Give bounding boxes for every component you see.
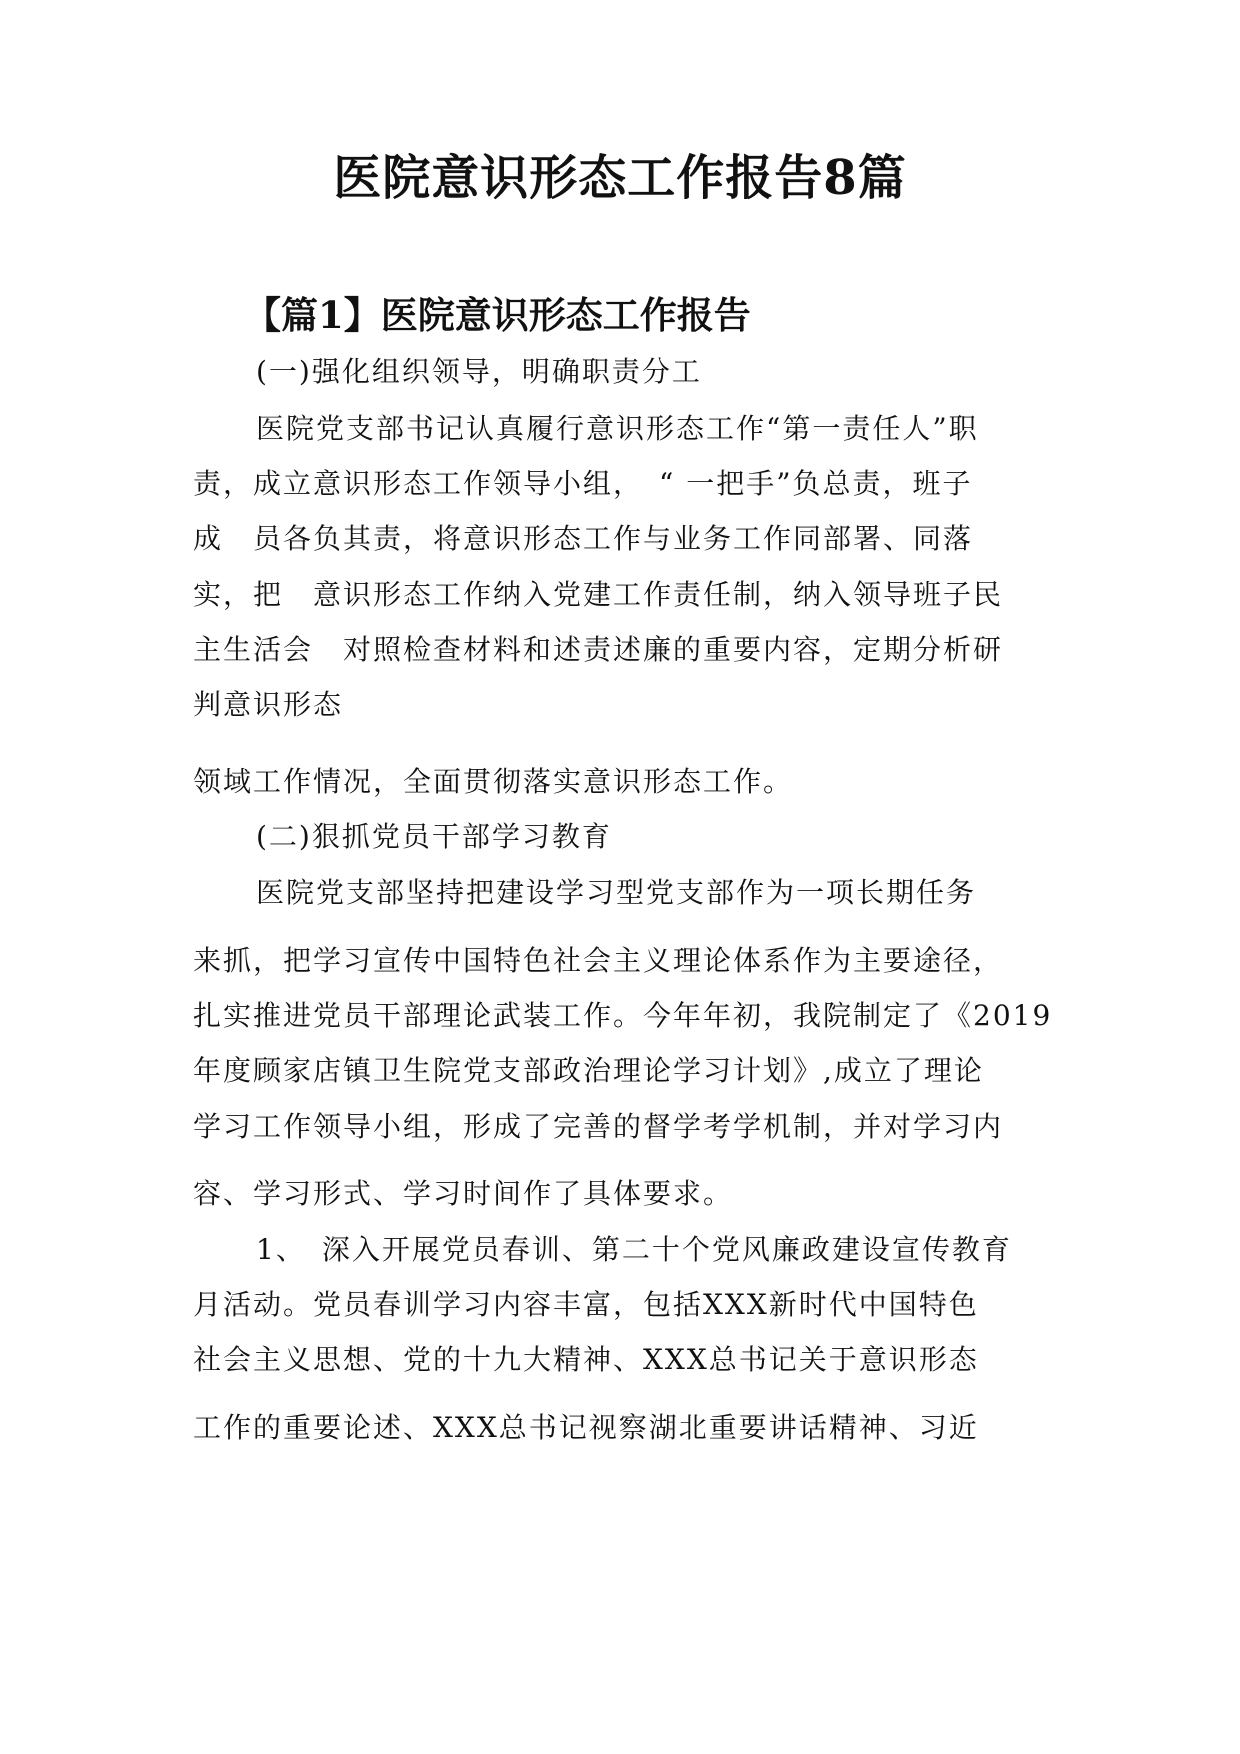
subheading-2: (二)狠抓党员干部学习教育 <box>256 820 612 853</box>
paragraph-line: 医院党支部书记认真履行意识形态工作“第一责任人”职 <box>256 412 979 445</box>
paragraph-line: 学习工作领导小组，形成了完善的督学考学机制，并对学习内 <box>193 1110 1004 1143</box>
paragraph-line: 工作的重要论述、XXX总书记视察湖北重要讲话精神、习近 <box>193 1411 979 1444</box>
paragraph-line: 社会主义思想、党的十九大精神、XXX总书记关于意识形态 <box>193 1343 979 1376</box>
paragraph-line: 来抓，把学习宣传中国特色社会主义理论体系作为主要途径， <box>193 944 1004 977</box>
subheading-1: (一)强化组织领导，明确职责分工 <box>256 355 702 388</box>
section-title: 【篇1】医院意识形态工作报告 <box>244 293 751 337</box>
paragraph-line: 责，成立意识形态工作领导小组， “ 一把手”负总责，班子 <box>193 467 973 500</box>
document-title: 医院意识形态工作报告8篇 <box>333 150 907 206</box>
paragraph-line: 扎实推进党员干部理论武装工作。今年年初，我院制定了《2019 <box>193 999 1053 1032</box>
paragraph-line: 领域工作情况，全面贯彻落实意识形态工作。 <box>193 765 794 798</box>
paragraph-line: 成 员各负其责，将意识形态工作与业务工作同部署、同落 <box>193 522 974 555</box>
paragraph-line: 容、学习形式、学习时间作了具体要求。 <box>193 1177 734 1210</box>
numbered-paragraph-line: 1、 深入开展党员春训、第二十个党风廉政建设宣传教育 <box>256 1233 1012 1266</box>
paragraph-line: 年度顾家店镇卫生院党支部政治理论学习计划》,成立了理论 <box>193 1054 984 1087</box>
paragraph-line: 主生活会 对照检查材料和述责述廉的重要内容，定期分析研 <box>193 633 1004 666</box>
paragraph-line: 实，把 意识形态工作纳入党建工作责任制，纳入领导班子民 <box>193 578 1004 611</box>
paragraph-line: 月活动。党员春训学习内容丰富，包括XXX新时代中国特色 <box>193 1288 979 1321</box>
paragraph-line: 医院党支部坚持把建设学习型党支部作为一项长期任务 <box>256 876 977 909</box>
paragraph-line: 判意识形态 <box>193 688 344 721</box>
